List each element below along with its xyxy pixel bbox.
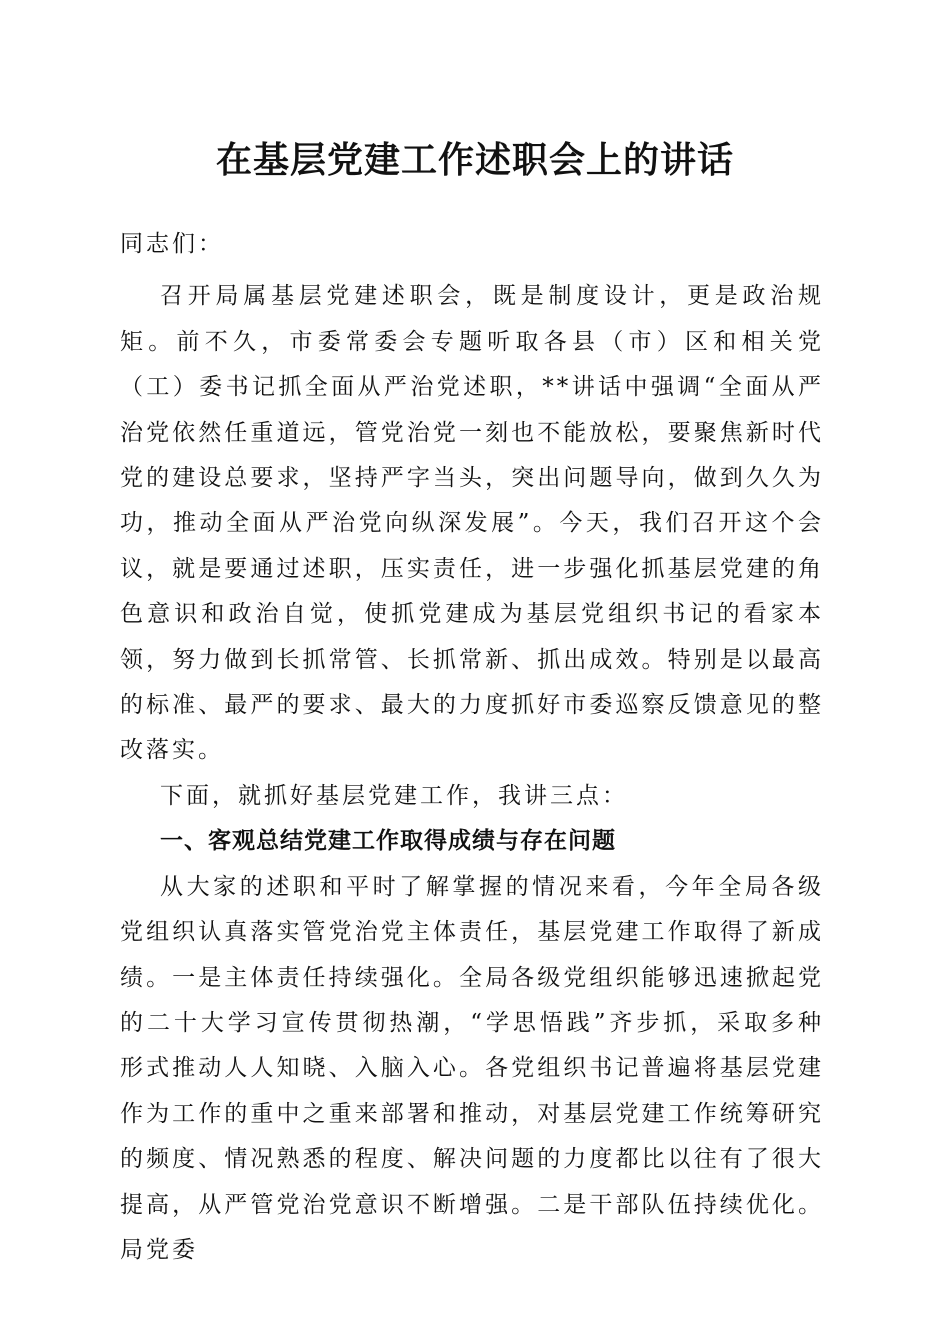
- paragraph-intro: 召开局属基层党建述职会，既是制度设计，更是政治规矩。前不久，市委常委会专题听取各县（市）区和相关党（工）委书记抓全面从严治党述职，**讲话中强调“全面从严治党依然任重道远，管党治党一刻也不能放松，要聚焦新时代党的建设总要求，坚持严字当头，突出问题导向，做到久久为功，推动全面从严治党向纵深发展”。今天，我们召开这个会议，就是要通过述职，压实责任，进一步强化抓基层党建的角色意识和政治自觉，使抓党建成为基层党组织书记的看家本领，努力做到长抓常管、长抓常新、抓出成效。特别是以最高的标准、最严的要求、最大的力度抓好市委巡察反馈意见的整改落实。: [120, 283, 824, 764]
- document-body: [120, 222, 824, 1273]
- salutation: 同志们：: [120, 231, 224, 257]
- document-title: 在基层党建工作述职会上的讲话: [215, 139, 734, 181]
- section-heading: 一、客观总结党建工作取得成绩与存在问题: [160, 828, 616, 855]
- paragraph-section-one: 从大家的述职和平时了解掌握的情况来看，今年全局各级党组织认真落实管党治党主体责任，基层党建工作取得了新成绩。一是主体责任持续强化。全局各级党组织能够迅速掀起党的二十大学习宣传贯彻热潮，“学思悟践”齐步抓，采取多种形式推动人人知晓、入脑入心。各党组织书记普遍将基层党建作为工作的重中之重来部署和推动，对基层党建工作统筹研究的频度、情况熟悉的程度、解决问题的力度都比以往有了很大提高，从严管党治党意识不断增强。二是干部队伍持续优化。局党委: [120, 873, 824, 1263]
- paragraph-transition: 下面，就抓好基层党建工作，我讲三点：: [160, 782, 628, 809]
